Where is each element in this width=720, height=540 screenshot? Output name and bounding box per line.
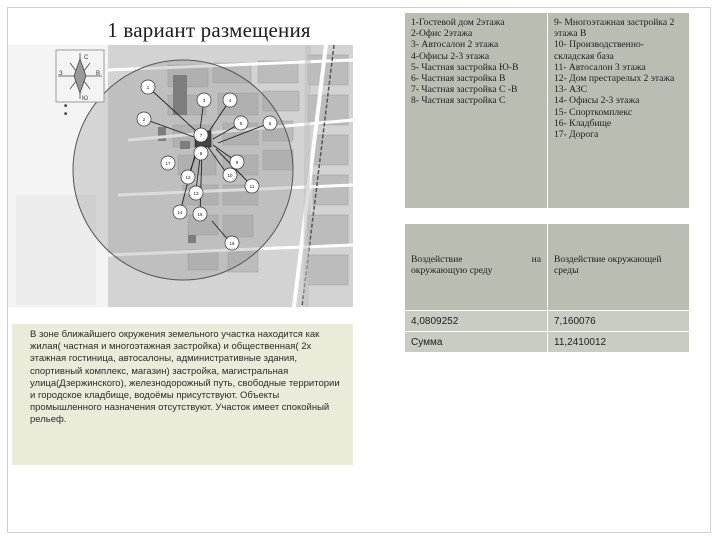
impact-header-right (548, 224, 690, 311)
legend-left-cell (405, 13, 548, 209)
legend-item: 10- Производственно-складская база (554, 39, 644, 62)
legend-item: 16- Кладбище (554, 117, 612, 129)
legend-item: 8- Частная застройка С (411, 95, 506, 107)
marker-label-3: 3 (202, 98, 206, 103)
impact-header-left (405, 224, 548, 311)
marker-label-10: 10 (227, 173, 233, 178)
legend-item: 1-Гостевой дом 2этажа (411, 17, 505, 28)
impact-header-left-prep: на (531, 254, 541, 265)
marker-label-14: 14 (177, 210, 183, 215)
legend-item: 9- Многоэтажная застройка 2 этажа В (554, 17, 675, 40)
legend-item: 4-Офисы 2-3 этажа (411, 50, 490, 62)
impact-sum-value: 11,2410012 (548, 332, 690, 353)
legend-item: 11- Автосалон 3 этажа (554, 61, 646, 73)
marker-label-7: 7 (199, 133, 203, 138)
legend-item: 5- Частная застройка Ю-В (411, 61, 519, 73)
marker-label-6: 6 (268, 121, 272, 126)
impact-value-left: 4,0809252 (405, 311, 548, 332)
marker-label-16: 16 (229, 241, 235, 246)
legend-item: 12- Дом престарелых 2 этажа (554, 73, 675, 85)
marker-label-5: 5 (239, 121, 243, 126)
impact-value-right: 7,160076 (548, 311, 690, 332)
legend-item: 17- Дорога (554, 129, 599, 141)
site-map-drawing (8, 45, 353, 307)
marker-label-15: 15 (197, 212, 203, 217)
compass-label-south: Ю (82, 96, 89, 102)
impact-header-left-rest: окружающую среду (411, 265, 493, 277)
marker-label-2: 2 (142, 117, 146, 122)
legend-item: 14- Офисы 2-3 этажа (554, 95, 640, 107)
marker-label-1: 1 (146, 85, 150, 90)
svg-text:■: ■ (64, 103, 68, 109)
marker-label-17: 17 (165, 161, 171, 166)
marker-label-4: 4 (228, 98, 232, 103)
legend-item: 3- Автосалон 2 этажа (411, 39, 499, 51)
marker-label-13: 13 (193, 191, 199, 196)
site-map (8, 45, 353, 307)
legend-item: 7- Частная застройка С -В (411, 84, 518, 96)
compass-label-west: З (59, 71, 63, 77)
impact-header-left-word: Воздействие (411, 254, 463, 265)
impact-header-right-text: Воздействие окружающей среды (554, 254, 662, 277)
marker-label-11: 11 (249, 184, 255, 189)
svg-text:■: ■ (64, 111, 68, 117)
marker-label-12: 12 (185, 175, 191, 180)
legend-item: 2-Офис 2этажа (411, 28, 473, 40)
marker-label-8: 8 (199, 151, 203, 156)
marker-label-9: 9 (235, 160, 239, 165)
legend-right-cell (548, 13, 690, 209)
legend-item: 15- Спорткомплекс (554, 106, 633, 118)
compass-label-north: С (84, 55, 89, 61)
compass-label-east: В (96, 71, 101, 77)
slide-title: 1 вариант размещения (107, 18, 311, 42)
impact-sum-label: Сумма (405, 332, 548, 353)
legend-item: 6- Частная застройка В (411, 73, 506, 85)
legend-item: 13- АЗС (554, 84, 588, 96)
site-description: В зоне ближайшего окружения земельного участка находится как жилая( частная и многоэтажная застройка) и общественная( 2х этажная гостиница, автосалоны, административные здания, спортивный комплекс, магазин) застройка, магистральная улица(Дзержинского), железнодорожный путь, свободные территории и городское кладбище, водоёмы присутствуют. Объекты промышленного назначения отсутствуют. Участок имеет спокойный рельеф. (12, 324, 353, 465)
